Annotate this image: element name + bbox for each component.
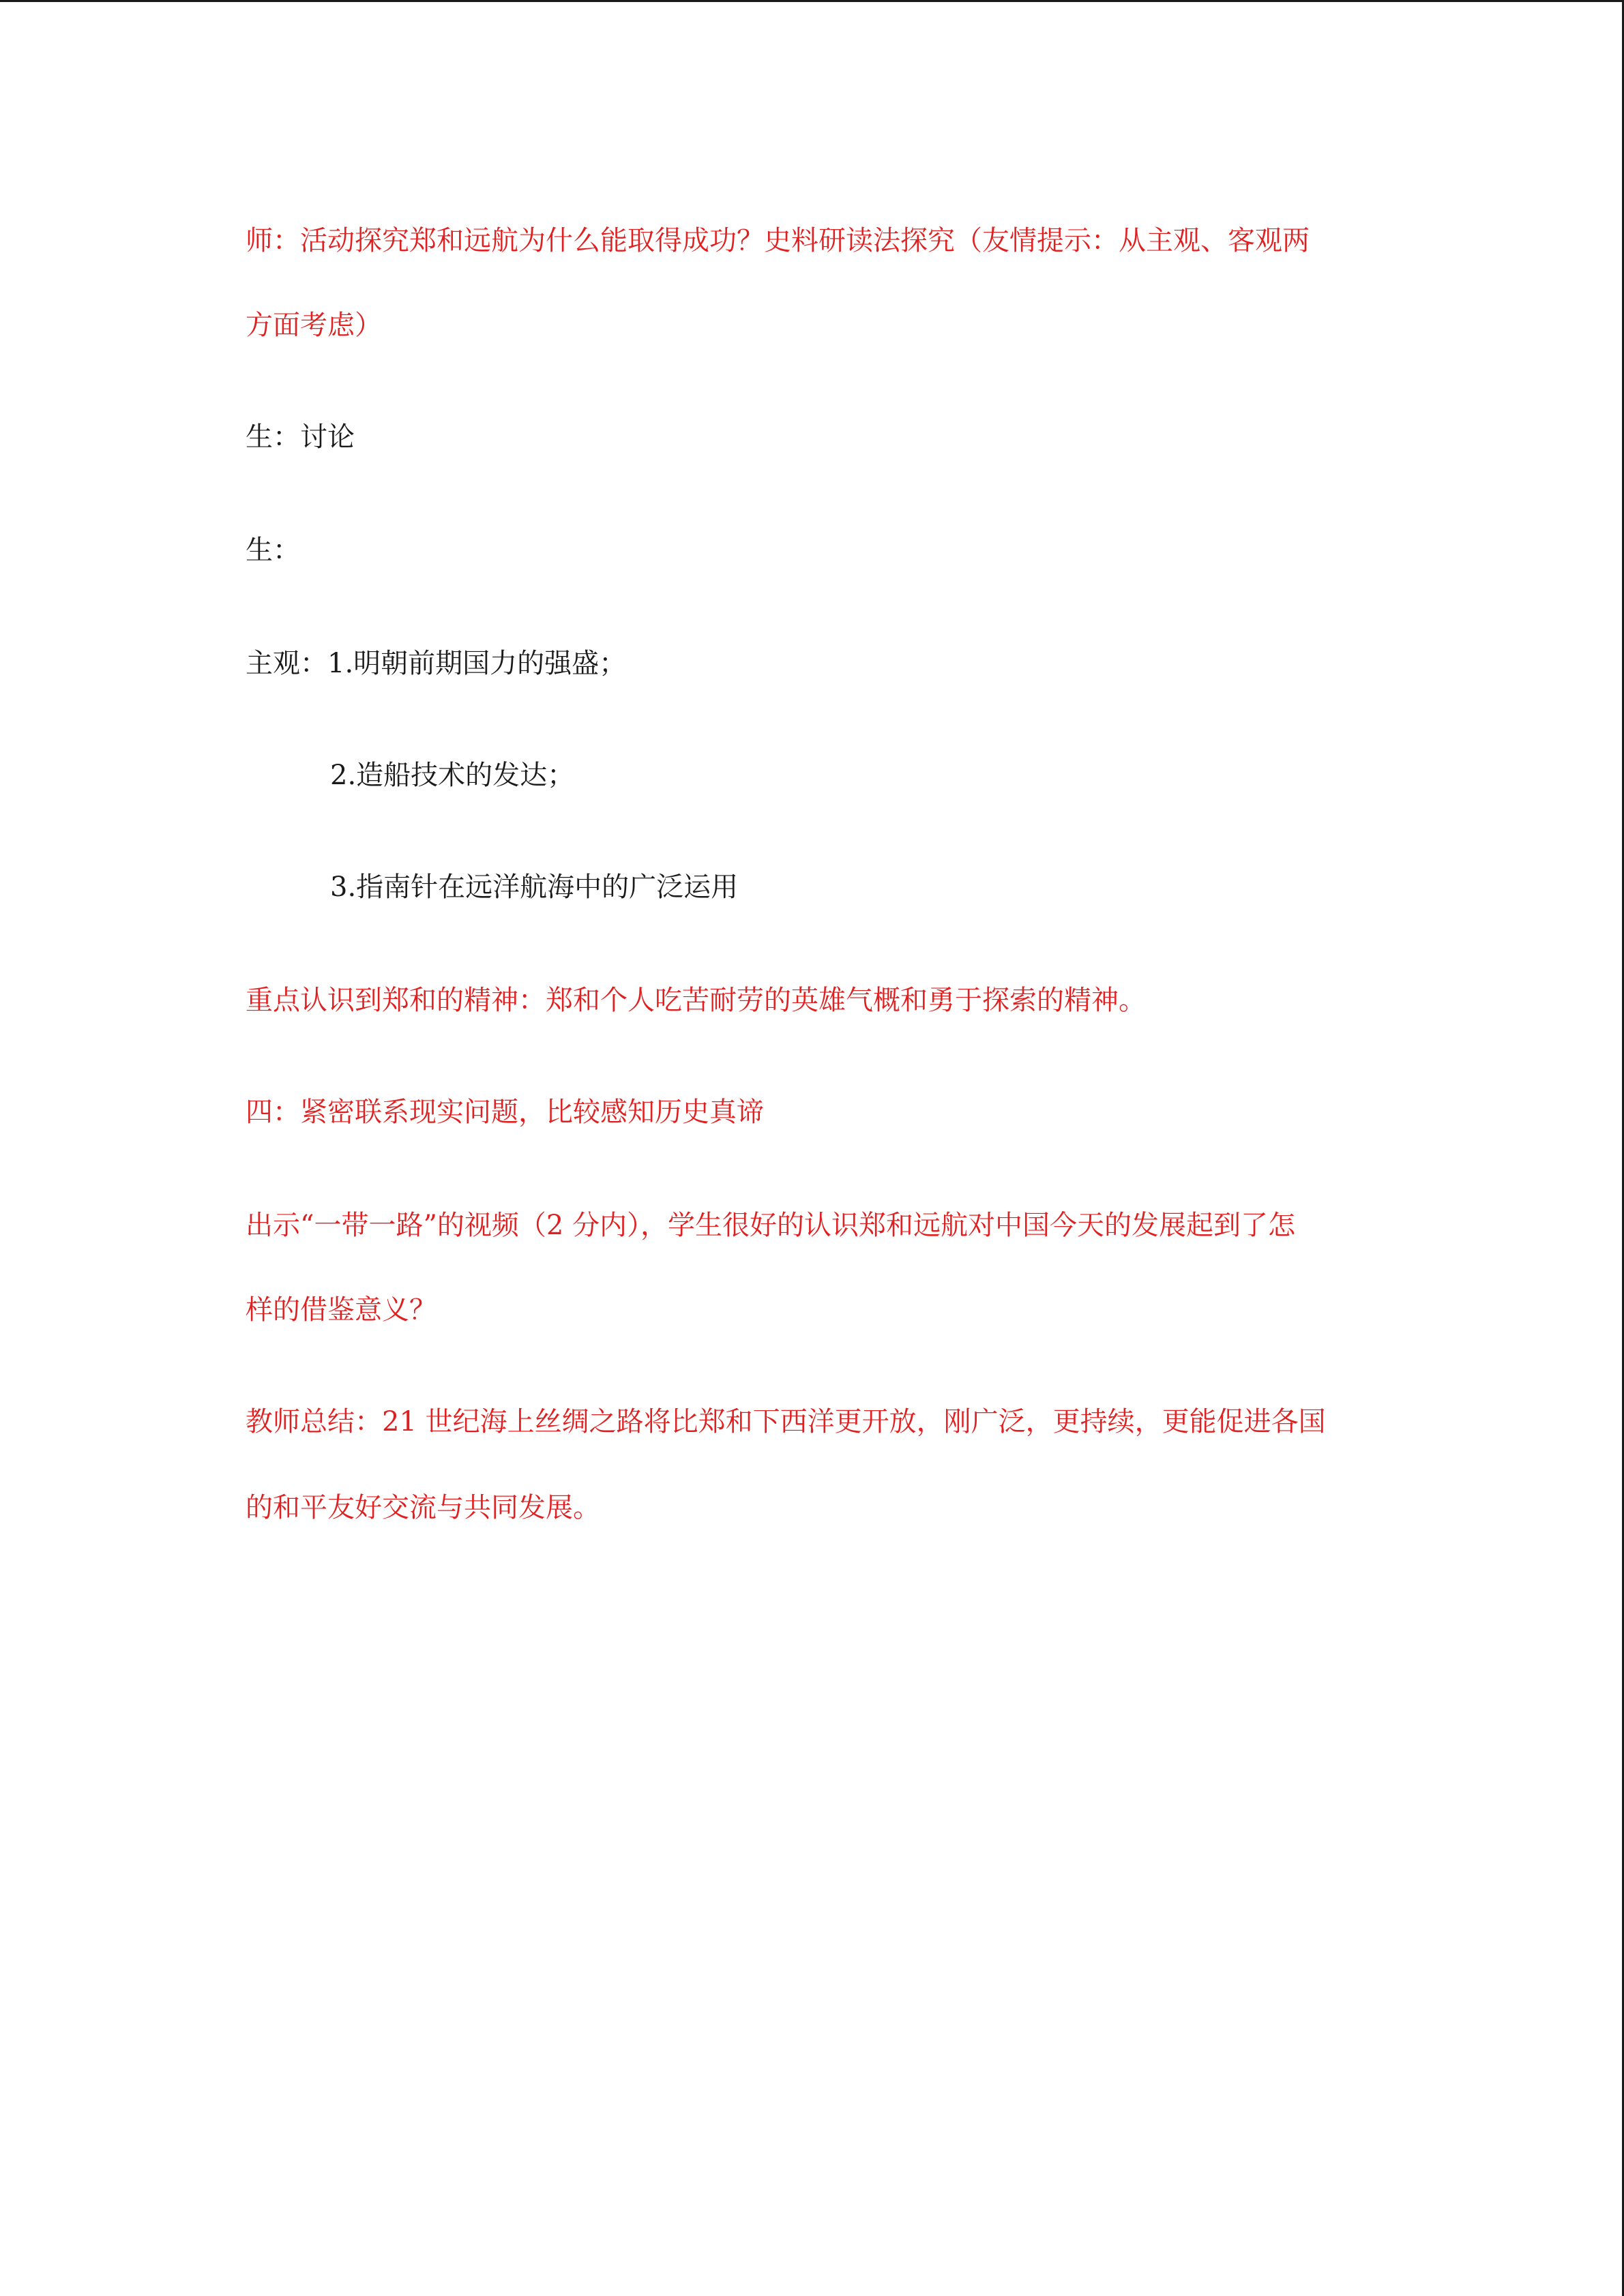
teacher-summary-line-1: 教师总结：21 世纪海上丝绸之路将比郑和下西洋更开放，刚广泛，更持续，更能促进各国	[246, 1406, 1326, 1437]
teacher-summary-line-2: 的和平友好交流与共同发展。	[246, 1492, 600, 1523]
video-prompt-line-2: 样的借鉴意义？	[246, 1294, 437, 1326]
subjective-reason-3: 3.指南针在远洋航海中的广泛运用	[330, 871, 739, 903]
teacher-question-line-1: 师：活动探究郑和远航为什么能取得成功？史料研读法探究（友情提示：从主观、客观两	[246, 225, 1310, 256]
video-prompt-line-1: 出示“一带一路”的视频（2 分内），学生很好的认识郑和远航对中国今天的发展起到了怎	[246, 1210, 1296, 1241]
section-four-heading: 四：紧密联系现实问题，比较感知历史真谛	[246, 1097, 764, 1128]
subjective-reason-2: 2.造船技术的发达；	[330, 760, 575, 791]
student-discussion-line: 生：讨论	[246, 421, 355, 453]
subjective-reason-1: 主观：1.明朝前期国力的强盛；	[246, 648, 627, 679]
teacher-question-line-2: 方面考虑）	[246, 310, 382, 341]
student-answer-label: 生：	[246, 535, 300, 566]
key-point-spirit: 重点认识到郑和的精神：郑和个人吃苦耐劳的英雄气概和勇于探索的精神。	[246, 985, 1146, 1016]
